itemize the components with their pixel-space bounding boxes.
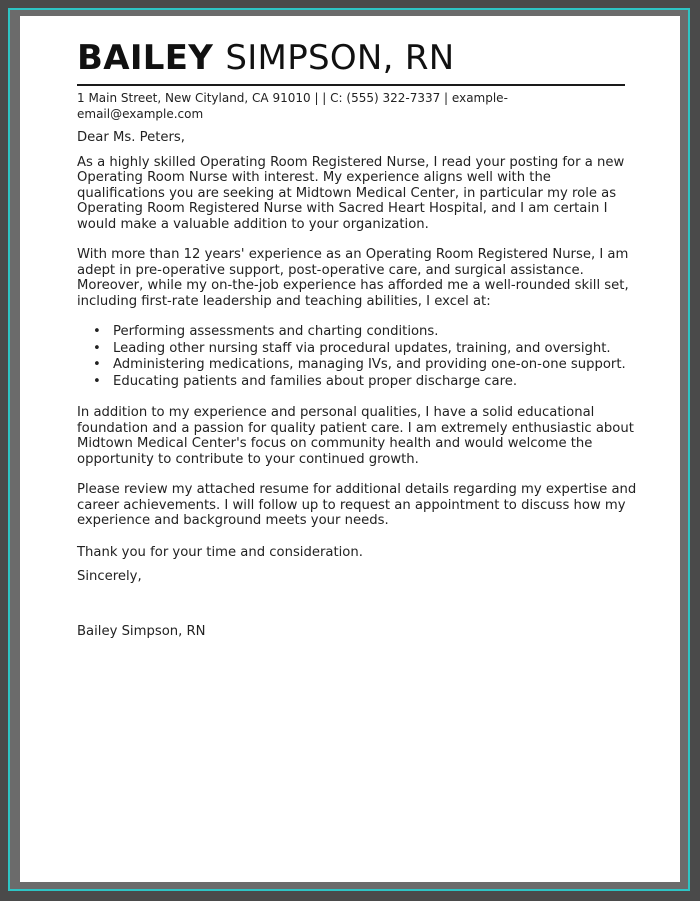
paragraph-intro: As a highly skilled Operating Room Registered Nurse, I read your posting for a new Operating Room Nurse with interest. My experience aligns well with the qualifications you are seeking at Midtown Medical Center, in particular my role as Operating Room Registered Nurse with Sacred Heart Hospital, and I am certain I would make a valuable addition to your organization. (77, 154, 625, 232)
applicant-first-name: BAILEY (77, 38, 214, 78)
thanks-line: Thank you for your time and consideration. (77, 544, 363, 560)
list-item: • Educating patients and families about proper discharge care. (113, 374, 637, 391)
contact-line: 1 Main Street, New Cityland, CA 91010 | | C: (555) 322-7337 | example-email@example.com (77, 91, 508, 121)
letter-content (77, 38, 637, 639)
paragraph-experience: With more than 12 years' experience as an Operating Room Registered Nurse, I am adept in pre-operative support, post-operative care, and surgical assistance. Moreover, while my on-the-job experience has afforded me a well-rounded skill set, including first-rate leadership and teaching abilities, I excel at: (77, 247, 629, 309)
applicant-last-name: SIMPSON, RN (225, 38, 455, 78)
applicant-name (77, 38, 637, 78)
list-item: • Performing assessments and charting conditions. (113, 324, 637, 341)
letter-page (20, 16, 680, 882)
header-divider (77, 84, 625, 86)
list-item: • Administering medications, managing IVs, and providing one-on-one support. (113, 357, 637, 374)
skills-list (77, 324, 637, 390)
list-item: • Leading other nursing staff via procedural updates, training, and oversight. (113, 341, 637, 358)
closing: Sincerely, (77, 569, 142, 584)
signature-name: Bailey Simpson, RN (77, 623, 206, 639)
paragraph-follow-up: Please review my attached resume for additional details regarding my expertise and career achievements. I will follow up to request an appointment to discuss how my experience and background meets your needs. (77, 482, 637, 528)
greeting: Dear Ms. Peters, (77, 130, 185, 145)
paragraph-qualities: In addition to my experience and personal qualities, I have a solid educational foundation and a passion for quality patient care. I am extremely enthusiastic about Midtown Medical Center's focus on community health and would welcome the opportunity to contribute to your continued growth. (77, 405, 634, 467)
